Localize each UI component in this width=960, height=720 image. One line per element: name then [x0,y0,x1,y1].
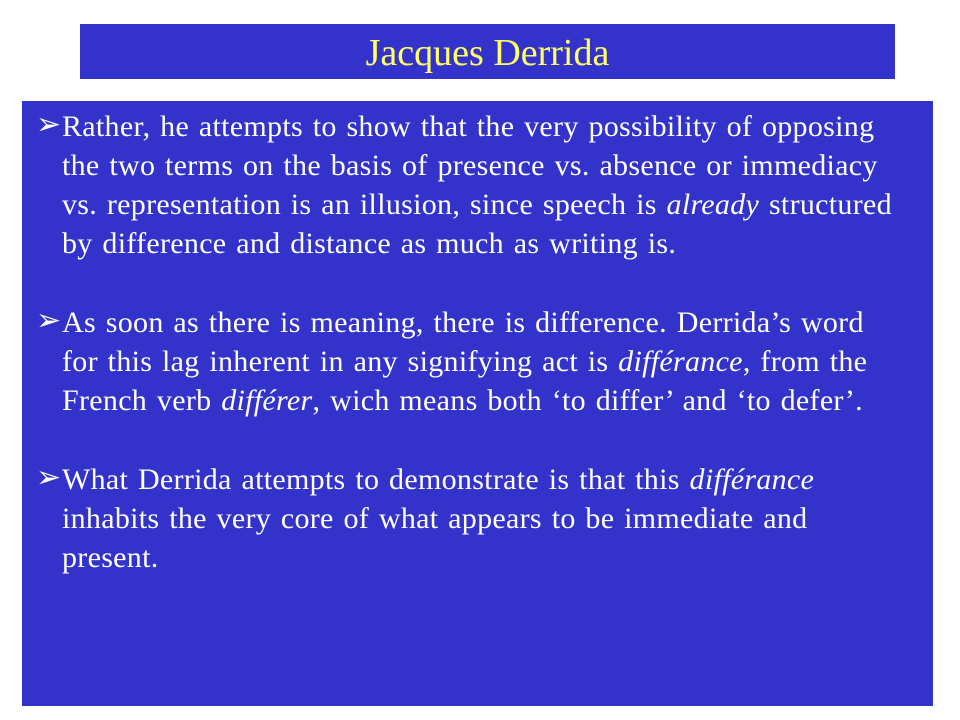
slide-title: Jacques Derrida [365,31,610,74]
arrow-bullet-icon: ➢ [36,303,62,338]
title-bar [80,24,895,79]
bullet-text: What Derrida attempts to demonstrate is that this différance inhabits the very core of what appears to be immediate and present. [62,463,815,574]
bullet-item [36,303,909,420]
bullet-text: As soon as there is meaning, there is difference. Derrida’s word for this lag inherent in any signifying act is différance, from the French verb différer, wich means both ‘to differ’ and ‘to defer’. [62,306,868,417]
bullet-text: Rather, he attempts to show that the very possibility of opposing the two terms on the basis of presence vs. absence or immediacy vs. representation is an illusion, since speech is already structured by difference and distance as much as writing is. [62,110,892,260]
content-panel [22,101,933,706]
bullet-item [36,107,909,263]
arrow-bullet-icon: ➢ [36,460,62,495]
bullet-item [36,460,909,577]
arrow-bullet-icon: ➢ [36,107,62,142]
